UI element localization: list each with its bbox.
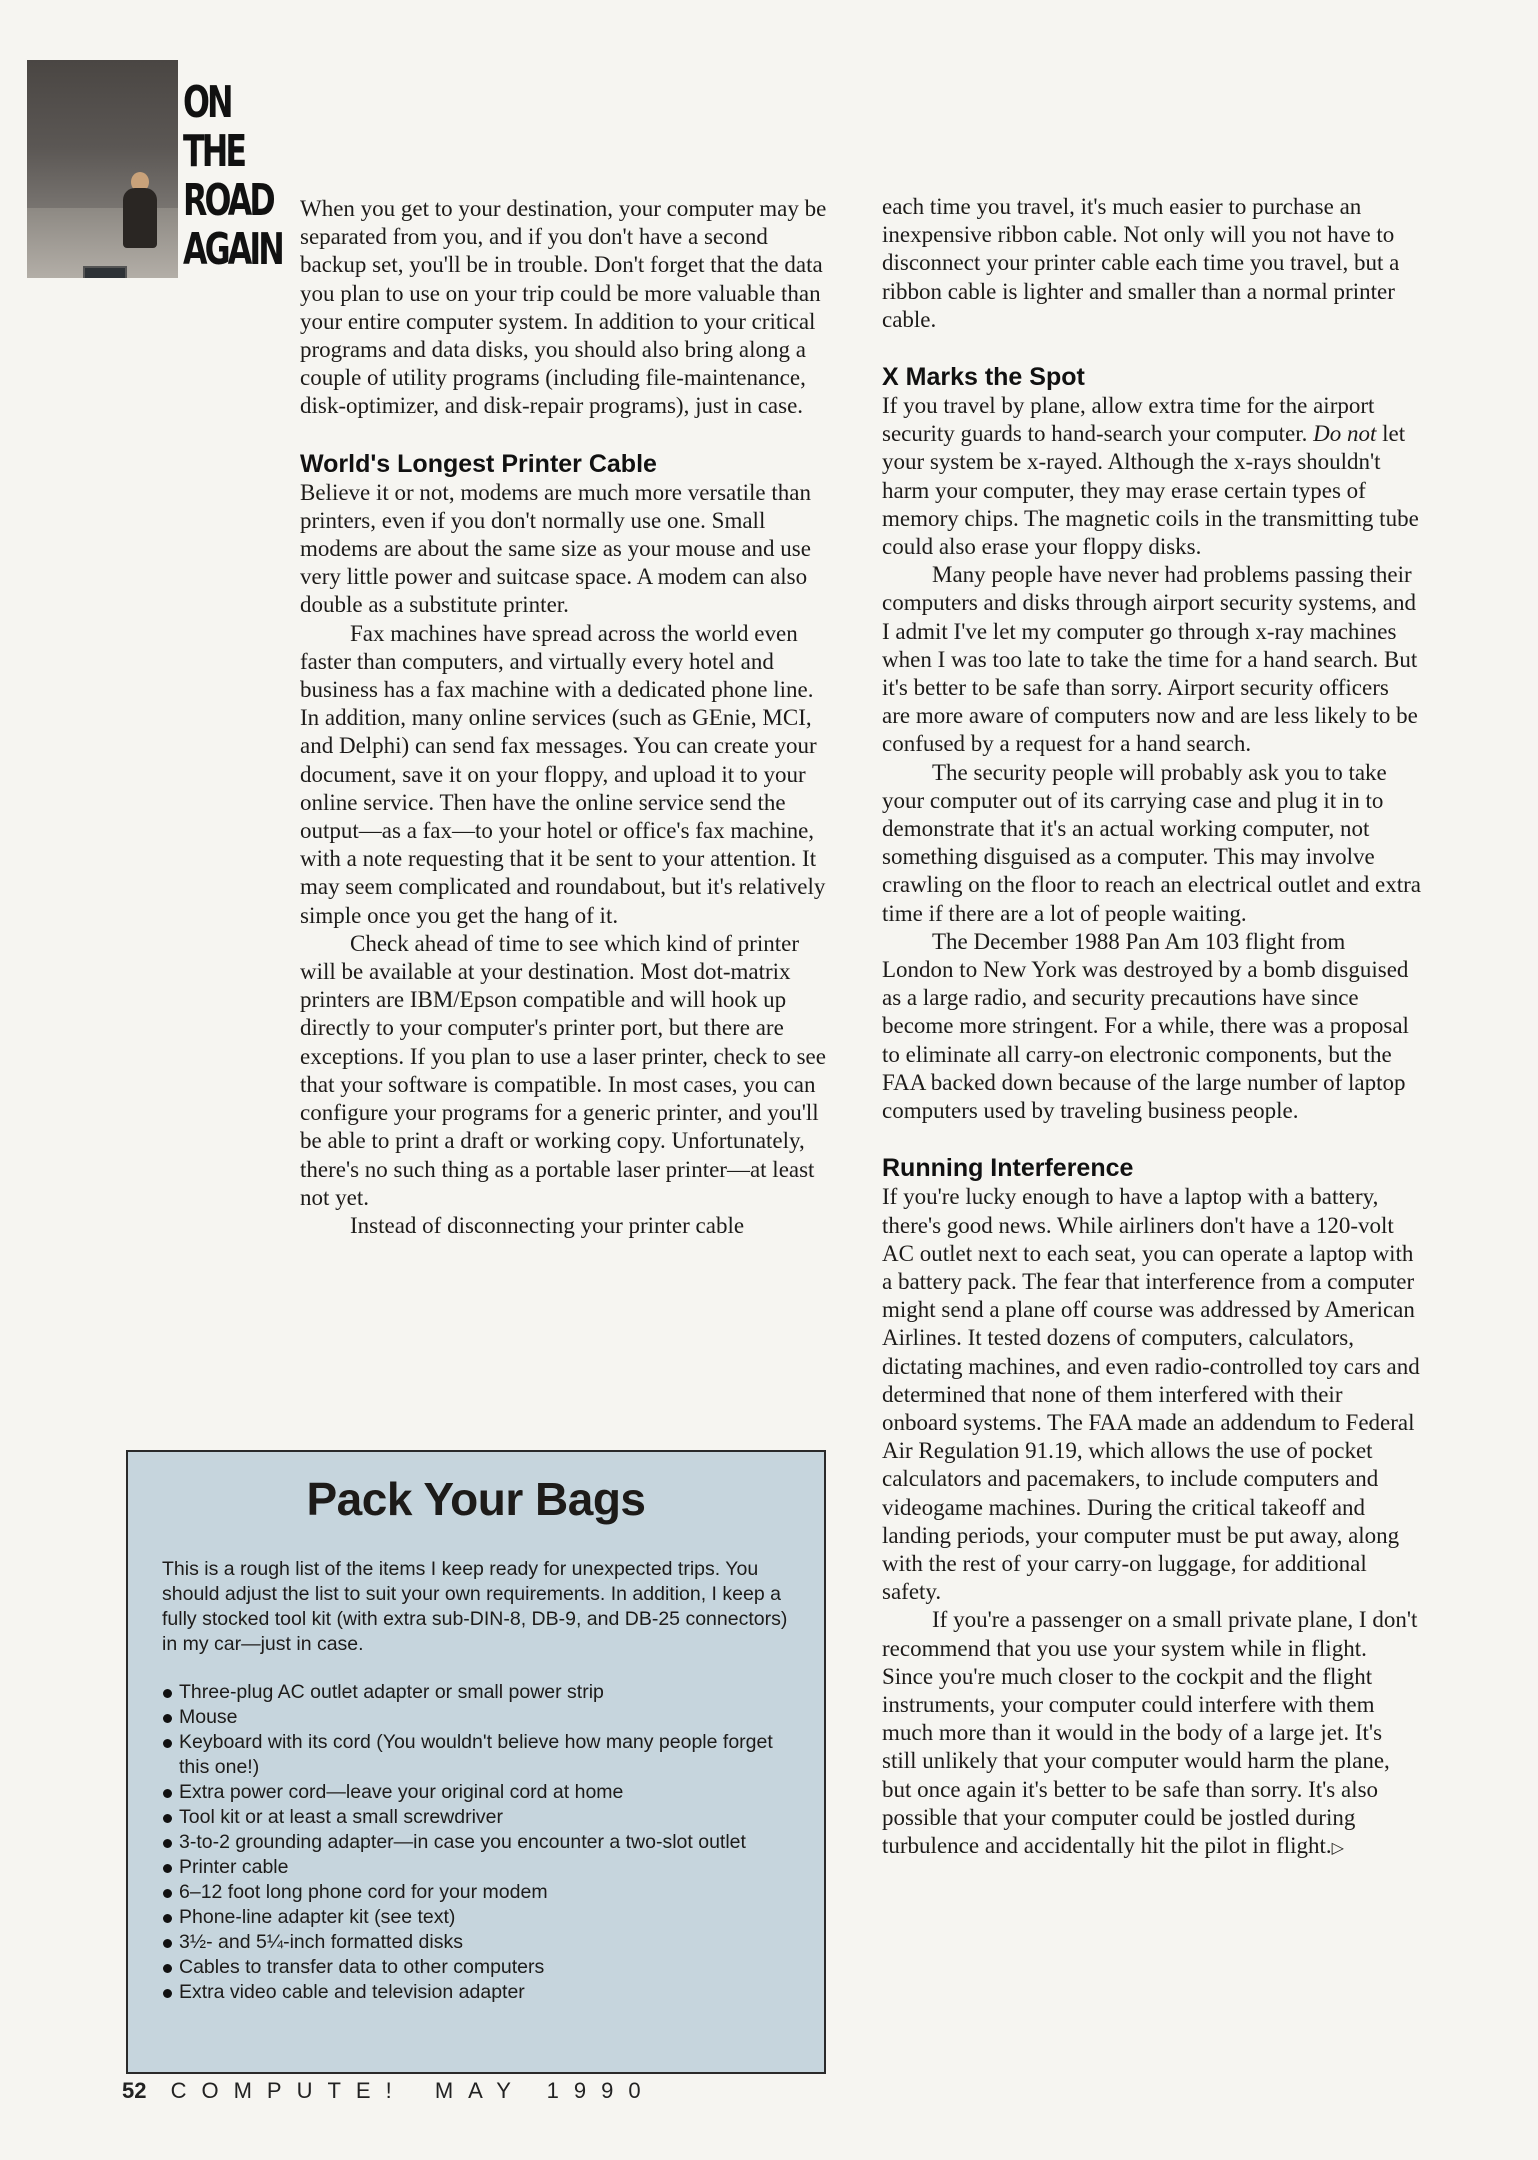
paragraph: The December 1988 Pan Am 103 flight from London to New York was destroyed by a bomb disguised as a large radio, and security precautions have since become more stringent. For a while, there was a proposal to eliminate all carry-on electronic components, but the FAA backed down because of the large number of laptop computers used by traveling business people.: [882, 928, 1409, 1124]
paragraph: Fax machines have spread across the world even faster than computers, and virtually every hotel and business has a fax machine with a dedicated phone line. In addition, many online services (such as GEnie, MCI, and Delphi) can send fax messages. You can create your document, save it on your floppy, and upload it to your online service. Then have the online service send the output—as a fax—to your hotel or office's fax machine, with a note requesting that it be sent to your attention. It may seem complicated and roundabout, but it's relatively simple once you get the hang of it.: [300, 620, 826, 928]
list-item: [162, 1930, 802, 1955]
emphasis: Do not: [1313, 421, 1377, 447]
issue-date: MAY 1990: [434, 2078, 656, 2103]
logo-word: THE: [183, 126, 245, 177]
list-item: [162, 1955, 802, 1980]
list-item-text: Extra video cable and television adapter: [179, 1981, 525, 2003]
bullet-icon: [163, 1964, 172, 1973]
section-heading: World's Longest Printer Cable: [300, 449, 657, 478]
bullet-icon: [163, 1839, 172, 1848]
text-run: If you're a passenger on a small private plane, I don't recommend that you use your system while in flight. Since you're much closer to the cockpit and the flight instruments, your computer could interfere with them much more than it would in the body of a large jet. It's still unlikely that your computer would harm the plane, but once again it's better to be safe than sorry. It's also possible that your computer could be jostled during turbulence and accidentally hit the pilot in flight.: [882, 1607, 1418, 1858]
paragraph: Check ahead of time to see which kind of printer will be available at your destination. Most dot-matrix printers are IBM/Epson compatible and will hook up directly to your computer's printer port, but there are exceptions. If you plan to use a laser printer, check to see that your software is compatible. In most cases, you can configure your programs for a generic printer, and you'll be able to print a draft or working copy. Unfortunately, there's no such thing as a portable laser printer—at least not yet.: [300, 930, 826, 1210]
article-column-1: [300, 195, 828, 1240]
list-item-text: Three-plug AC outlet adapter or small power strip: [179, 1681, 604, 1703]
bullet-icon: [163, 1739, 172, 1748]
text-run: If you travel by plane, allow extra time for the airport security guards to hand-search your computer.: [882, 393, 1375, 447]
bullet-icon: [163, 1939, 172, 1948]
paragraph: [882, 392, 1422, 561]
bullet-icon: [163, 1989, 172, 1998]
page-number: 52: [122, 2078, 147, 2103]
list-item: [162, 1855, 802, 1880]
sidebar-title: Pack Your Bags: [306, 1473, 646, 1525]
list-item: [162, 1730, 802, 1780]
section-logo: [183, 77, 282, 275]
paragraph: The security people will probably ask you to take your computer out of its carrying case and plug it in to demonstrate that it's an actual working computer, not something disguised as a computer. This may involve crawling on the floor to reach an electrical outlet and extra time if there are a lot of people waiting.: [882, 759, 1421, 926]
list-item: [162, 1980, 802, 2005]
list-item-text: Phone-line adapter kit (see text): [179, 1906, 456, 1928]
section-heading: X Marks the Spot: [882, 363, 1085, 392]
list-item-text: Extra power cord—leave your original cord at home: [179, 1781, 624, 1803]
list-item-text: 3-to-2 grounding adapter—in case you encounter a two-slot outlet: [179, 1831, 746, 1853]
paragraph: Instead of disconnecting your printer cable: [350, 1212, 745, 1238]
list-item-text: Mouse: [179, 1706, 238, 1728]
logo-word: ON: [183, 77, 231, 128]
sidebar-intro: This is a rough list of the items I keep ready for unexpected trips. You should adjust the list to suit your own requirements. In addition, I keep a fully stocked tool kit (with extra sub-DIN-8, DB-9, and DB-25 connectors) in my car—just in case.: [162, 1558, 788, 1655]
logo-word: AGAIN: [183, 224, 282, 275]
paragraph: If you're lucky enough to have a laptop with a battery, there's good news. While airliners don't have a 120-volt AC outlet next to each seat, you can operate a laptop with a battery pack. The fear that interference from a computer might send a plane off course was addressed by American Airlines. It tested dozens of computers, calculators, dictating machines, and even radio-controlled toy cars and determined that none of them interfered with their onboard systems. The FAA made an addendum to Federal Air Regulation 91.19, which allows the use of pocket calculators and pacemakers, to include computers and videogame machines. During the critical takeoff and landing periods, your computer must be put away, along with the rest of your carry-on luggage, for additional safety.: [882, 1184, 1420, 1605]
list-item: [162, 1705, 802, 1730]
bullet-icon: [163, 1814, 172, 1823]
list-item-text: Keyboard with its cord (You wouldn't believe how many people forget this one!): [179, 1731, 773, 1778]
list-item-text: Cables to transfer data to other computers: [179, 1956, 545, 1978]
bullet-icon: [163, 1714, 172, 1723]
list-item-text: 6–12 foot long phone cord for your modem: [179, 1881, 548, 1903]
list-item-text: Tool kit or at least a small screwdriver: [179, 1806, 504, 1828]
paragraph: When you get to your destination, your computer may be separated from you, and if you don't have a second backup set, you'll be in trouble. Don't forget that the data you plan to use on your trip could be more valuable than your entire computer system. In addition to your critical programs and data disks, you should also bring along a couple of utility programs (including file-maintenance, disk-optimizer, and disk-repair programs), just in case.: [300, 196, 827, 419]
packing-list: [162, 1680, 802, 2005]
bullet-icon: [163, 1889, 172, 1898]
pack-your-bags-sidebar: [126, 1450, 826, 2074]
list-item: [162, 1880, 802, 1905]
list-item: [162, 1905, 802, 1930]
bullet-icon: [163, 1914, 172, 1923]
list-item-text: 3½- and 5¼-inch formatted disks: [179, 1931, 463, 1953]
article-column-2: [882, 193, 1422, 1863]
bullet-icon: [163, 1864, 172, 1873]
header-photo: [27, 60, 178, 278]
bullet-icon: [163, 1789, 172, 1798]
paragraph: [882, 1606, 1422, 1863]
page-footer: [122, 2078, 656, 2104]
list-item: [162, 1780, 802, 1805]
list-item: [162, 1830, 802, 1855]
logo-word: ROAD: [183, 175, 273, 226]
list-item: [162, 1805, 802, 1830]
section-heading: Running Interference: [882, 1154, 1134, 1183]
bullet-icon: [163, 1689, 172, 1698]
list-item-text: Printer cable: [179, 1856, 289, 1878]
list-item: [162, 1680, 802, 1705]
paragraph: Many people have never had problems passing their computers and disks through airport security systems, and I admit I've let my computer go through x-ray machines when I was too late to take the time for a hand search. But it's better to be safe than sorry. Airport security officers are more aware of computers now and are less likely to be confused by a request for a hand search.: [882, 562, 1418, 757]
end-mark-icon: ▷: [1331, 1839, 1344, 1857]
text-run: let your system be x-rayed. Although the x-rays shouldn't harm your computer, they may erase certain types of memory chips. The magnetic coils in the transmitting tube could also erase your floppy disks.: [882, 421, 1419, 560]
paragraph: Believe it or not, modems are much more versatile than printers, even if you don't normally use one. Small modems are about the same size as your mouse and use very little power and suitcase space. A modem can also double as a substitute printer.: [300, 479, 811, 618]
paragraph: each time you travel, it's much easier to purchase an inexpensive ribbon cable. Not only will you not have to disconnect your printer cable each time you travel, but a ribbon cable is lighter and smaller than a normal printer cable.: [882, 194, 1400, 332]
magazine-name: COMPUTE!: [170, 2078, 407, 2103]
